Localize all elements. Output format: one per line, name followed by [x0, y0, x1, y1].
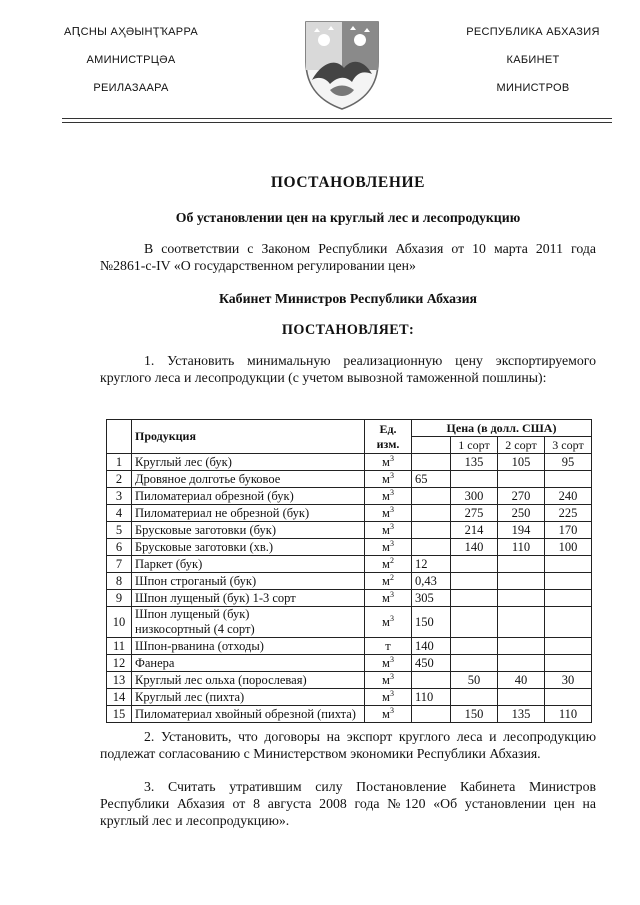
table-row	[107, 638, 592, 655]
header-unit	[365, 420, 412, 454]
row-product	[132, 573, 365, 590]
table-row	[107, 505, 592, 522]
row-unit-symbol: м	[382, 655, 390, 670]
header-rule-thick	[62, 118, 612, 119]
row-unit	[365, 590, 412, 607]
header-right	[438, 25, 628, 109]
header-grade-1: 1 сорт	[451, 437, 498, 454]
table-row	[107, 522, 592, 539]
row-unit-exponent: 3	[389, 538, 394, 548]
price-table	[106, 419, 592, 723]
header-right-line-3: МИНИСТРОВ	[496, 82, 570, 94]
table-row	[107, 590, 592, 607]
header-left	[36, 25, 226, 109]
row-grade-2	[498, 590, 545, 607]
row-grade-1	[451, 607, 498, 638]
row-number: 13	[107, 672, 132, 689]
row-grade-3	[545, 607, 592, 638]
row-unit-exponent: 3	[389, 654, 394, 664]
row-unit-symbol: м	[382, 522, 390, 537]
header-price-blank	[412, 437, 451, 454]
row-number: 9	[107, 590, 132, 607]
row-grade-2: 194	[498, 522, 545, 539]
row-grade-1: 275	[451, 505, 498, 522]
header-left-line-2: АМИНИСТРЦӘА	[86, 54, 176, 66]
row-grade-2	[498, 689, 545, 706]
row-number: 5	[107, 522, 132, 539]
row-grade-1	[451, 556, 498, 573]
table-row	[107, 607, 592, 638]
row-unit	[365, 573, 412, 590]
header-right-line-1: РЕСПУБЛИКА АБХАЗИЯ	[466, 26, 600, 38]
row-grade-3	[545, 655, 592, 672]
document-title: ПОСТАНОВЛЕНИЕ	[270, 174, 426, 191]
point-1-text: 1. Установить минимальную реализационную цену экспортируемого круглого леса и лесопродукции (с учетом вывозной таможенной пошлины):	[100, 353, 596, 385]
row-grade-1	[451, 471, 498, 488]
row-grade-1	[451, 590, 498, 607]
row-unit-exponent: 2	[389, 555, 394, 565]
row-price	[412, 706, 451, 723]
row-unit-symbol: м	[382, 706, 390, 721]
row-product	[132, 672, 365, 689]
issuer: Кабинет Министров Республики Абхазия	[218, 291, 478, 306]
row-product	[132, 505, 365, 522]
row-grade-2: 110	[498, 539, 545, 556]
row-price	[412, 672, 451, 689]
row-grade-3: 225	[545, 505, 592, 522]
row-price	[412, 488, 451, 505]
row-unit-exponent: 2	[389, 572, 394, 582]
header-right-line-2: КАБИНЕТ	[506, 54, 560, 66]
point-3	[100, 778, 596, 829]
header-grade-2: 2 сорт	[498, 437, 545, 454]
table-row	[107, 488, 592, 505]
table-row	[107, 556, 592, 573]
point-1	[100, 352, 596, 386]
row-grade-3	[545, 590, 592, 607]
row-grade-3: 110	[545, 706, 592, 723]
row-product-name: Шпон-рванина (отходы)	[135, 638, 264, 653]
row-unit-exponent: 3	[389, 589, 394, 599]
table-row	[107, 672, 592, 689]
row-unit-symbol: м	[382, 590, 390, 605]
row-grade-2	[498, 573, 545, 590]
row-product	[132, 638, 365, 655]
row-price: 450	[412, 655, 451, 672]
row-unit-exponent: 3	[389, 453, 394, 463]
point-2	[100, 728, 596, 762]
row-grade-1	[451, 655, 498, 672]
row-unit-exponent: 3	[389, 521, 394, 531]
header-left-line-3: РЕИЛАЗААРА	[93, 82, 169, 94]
header-grade-3: 3 сорт	[545, 437, 592, 454]
row-unit-exponent: 3	[389, 671, 394, 681]
row-price: 0,43	[412, 573, 451, 590]
row-unit-symbol: м	[382, 689, 390, 704]
row-product	[132, 471, 365, 488]
row-grade-1: 140	[451, 539, 498, 556]
table-row	[107, 689, 592, 706]
row-grade-1	[451, 638, 498, 655]
row-grade-2: 40	[498, 672, 545, 689]
row-unit-symbol: м	[382, 573, 390, 588]
row-unit-symbol: м	[382, 539, 390, 554]
row-unit	[365, 706, 412, 723]
row-product-name: Брусковые заготовки (бук)	[135, 522, 276, 537]
table-row	[107, 573, 592, 590]
row-number: 6	[107, 539, 132, 556]
header-price: Цена (в долл. США)	[412, 420, 592, 437]
table-row	[107, 655, 592, 672]
row-product-name: Круглый лес (пихта)	[135, 689, 245, 704]
row-unit-exponent: 3	[389, 705, 394, 715]
row-price	[412, 454, 451, 471]
row-unit-exponent: 3	[389, 487, 394, 497]
row-grade-1	[451, 689, 498, 706]
row-grade-2: 105	[498, 454, 545, 471]
row-product	[132, 706, 365, 723]
row-product-name: Пиломатериал хвойный обрезной (пихта)	[135, 706, 356, 721]
row-grade-3	[545, 556, 592, 573]
table-row	[107, 471, 592, 488]
row-number: 3	[107, 488, 132, 505]
header-num	[107, 420, 132, 454]
coat-of-arms-icon	[300, 18, 384, 112]
row-grade-1: 135	[451, 454, 498, 471]
table-row	[107, 706, 592, 723]
row-number: 7	[107, 556, 132, 573]
row-product-name: Пиломатериал не обрезной (бук)	[135, 505, 310, 520]
row-unit	[365, 655, 412, 672]
row-grade-3	[545, 573, 592, 590]
row-product	[132, 607, 365, 638]
row-product	[132, 655, 365, 672]
row-grade-3	[545, 471, 592, 488]
row-grade-3: 95	[545, 454, 592, 471]
row-price: 305	[412, 590, 451, 607]
row-product	[132, 488, 365, 505]
header-left-line-1: АԤСНЫ АҲӘЫНҬҠАРРА	[64, 26, 198, 38]
row-price: 150	[412, 607, 451, 638]
row-unit	[365, 522, 412, 539]
row-unit-exponent: 3	[389, 688, 394, 698]
row-product	[132, 539, 365, 556]
row-price	[412, 505, 451, 522]
row-product-name-line2: низкосортный (4 сорт)	[135, 622, 255, 636]
header-product: Продукция	[132, 420, 365, 454]
row-number: 14	[107, 689, 132, 706]
row-unit-symbol: м	[382, 556, 390, 571]
row-product	[132, 556, 365, 573]
row-grade-3: 240	[545, 488, 592, 505]
row-product-name: Круглый лес (бук)	[135, 454, 232, 469]
row-price: 110	[412, 689, 451, 706]
row-grade-1: 150	[451, 706, 498, 723]
row-price: 12	[412, 556, 451, 573]
row-unit	[365, 539, 412, 556]
row-grade-2	[498, 471, 545, 488]
row-unit-exponent: 3	[389, 613, 394, 623]
table-row	[107, 539, 592, 556]
row-grade-3: 100	[545, 539, 592, 556]
row-number: 4	[107, 505, 132, 522]
row-number: 11	[107, 638, 132, 655]
row-grade-3	[545, 689, 592, 706]
header-rule-thin	[62, 122, 612, 123]
row-unit	[365, 471, 412, 488]
row-grade-2	[498, 638, 545, 655]
row-number: 8	[107, 573, 132, 590]
row-product-name: Фанера	[135, 655, 175, 670]
table-header-row	[107, 420, 592, 437]
row-product-name: Дровяное долготье буковое	[135, 471, 281, 486]
point-2-text: 2. Установить, что договоры на экспорт круглого леса и лесопродукцию подлежат согласованию с Министерством экономики Республики Абхазия.	[100, 729, 596, 761]
preamble-text: В соответствии с Законом Республики Абхазия от 10 марта 2011 года №2861-с-IV «О государственном регулировании цен»	[100, 241, 596, 273]
row-grade-2: 250	[498, 505, 545, 522]
row-grade-3: 30	[545, 672, 592, 689]
row-grade-3: 170	[545, 522, 592, 539]
row-price	[412, 539, 451, 556]
row-price: 140	[412, 638, 451, 655]
row-grade-2	[498, 607, 545, 638]
header-unit-line1: Ед.	[379, 421, 397, 436]
row-product-name: Шпон строганый (бук)	[135, 573, 257, 588]
row-number: 10	[107, 607, 132, 638]
row-product-name: Шпон лущеный (бук)	[135, 607, 250, 621]
row-price	[412, 522, 451, 539]
row-unit-symbol: м	[382, 454, 390, 469]
row-unit	[365, 638, 412, 655]
row-number: 15	[107, 706, 132, 723]
row-grade-1	[451, 573, 498, 590]
row-grade-3	[545, 638, 592, 655]
row-unit-symbol: м	[382, 471, 390, 486]
row-product	[132, 522, 365, 539]
row-product-name: Брусковые заготовки (хв.)	[135, 539, 274, 554]
row-grade-2	[498, 655, 545, 672]
row-unit-symbol: м	[382, 488, 390, 503]
table-row	[107, 454, 592, 471]
row-number: 1	[107, 454, 132, 471]
document-subtitle: Об установлении цен на круглый лес и лесопродукцию	[175, 210, 521, 225]
table-body	[107, 454, 592, 723]
row-grade-1: 214	[451, 522, 498, 539]
row-product	[132, 454, 365, 471]
preamble	[100, 240, 596, 274]
row-product	[132, 689, 365, 706]
row-grade-2: 270	[498, 488, 545, 505]
row-product-name: Круглый лес ольха (порослевая)	[135, 672, 307, 687]
row-unit	[365, 672, 412, 689]
row-unit	[365, 556, 412, 573]
row-number: 2	[107, 471, 132, 488]
row-unit	[365, 689, 412, 706]
row-unit-symbol: м	[382, 672, 390, 687]
decrees-heading: ПОСТАНОВЛЯЕТ:	[281, 322, 415, 338]
row-number: 12	[107, 655, 132, 672]
row-unit-symbol: м	[382, 505, 390, 520]
row-product	[132, 590, 365, 607]
point-3-text: 3. Считать утратившим силу Постановление Кабинета Министров Республики Абхазия от 8 августа 2008 года №120 «Об установлении цен на круглый лес и лесопродукцию».	[100, 779, 596, 828]
row-grade-2	[498, 556, 545, 573]
row-product-name: Пиломатериал обрезной (бук)	[135, 488, 294, 503]
row-product-name: Шпон лущеный (бук) 1-3 сорт	[135, 590, 296, 605]
row-unit	[365, 505, 412, 522]
row-unit-exponent: 3	[389, 470, 394, 480]
row-product-name: Паркет (бук)	[135, 556, 203, 571]
row-unit-symbol: т	[385, 638, 391, 653]
row-grade-2: 135	[498, 706, 545, 723]
header-unit-line2: изм.	[376, 436, 400, 451]
row-unit	[365, 607, 412, 638]
row-unit	[365, 488, 412, 505]
row-grade-1: 50	[451, 672, 498, 689]
row-unit	[365, 454, 412, 471]
row-unit-symbol: м	[382, 614, 390, 629]
row-grade-1: 300	[451, 488, 498, 505]
row-unit-exponent: 3	[389, 504, 394, 514]
row-price: 65	[412, 471, 451, 488]
